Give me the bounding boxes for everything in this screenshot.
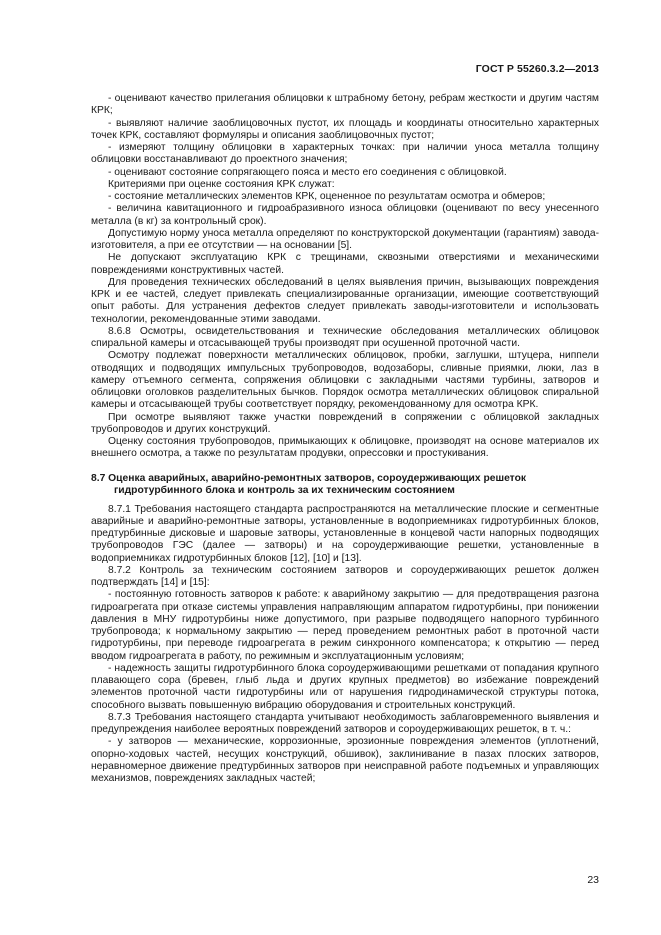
- paragraph: - величина кавитационного и гидроабразивного износа облицовки (оценивают по весу унесенного металла (в кг) за контрольный срок).: [91, 203, 599, 227]
- paragraph: Оценку состояния трубопроводов, примыкающих к облицовке, производят на основе материалов их внешнего осмотра, а также по результатам продувки, опрессовки и простукивания.: [91, 436, 599, 460]
- paragraph: 8.7.2 Контроль за техническим состоянием затворов и сороудерживающих решеток должен подтверждать [14] и [15]:: [91, 564, 599, 588]
- paragraph: - у затворов — механические, коррозионные, эрозионные повреждения элементов (уплотнений, опорно-ходовых частей, несущих конструкций, обшивок), заклинивание в пазах плоских затворов, неравномерное движение предтурбинных затворов при неисправной работе подъемных и управляющих механизмов, повреждениях закладных частей;: [91, 736, 599, 784]
- paragraph: - оценивают состояние сопрягающего пояса и место его соединения с облицовкой.: [108, 166, 507, 178]
- paragraph: 8.6.8 Осмотры, освидетельствования и технические обследования металлических облицовок спиральной камеры и отсасывающей трубы производят при осушенной проточной части.: [91, 325, 599, 349]
- page-body: [91, 93, 599, 785]
- section-heading-line1: 8.7 Оценка аварийных, аварийно-ремонтных затворов, сороудерживающих решеток: [91, 472, 527, 484]
- paragraph: - выявляют наличие заоблицовочных пустот, их площадь и координаты относительно характерных точек КРК, составляют формуляры и описания заоблицовочных пустот;: [91, 117, 599, 141]
- paragraph: Для проведения технических обследований в целях выявления причин, вызывающих повреждения КРК и ее частей, следует привлекать специализированные организации, имеющие соответствующий опыт работы. Для устранения дефектов следует привлекать заводы-изготовители и использовать технологии, рекомендованные этими заводами.: [91, 276, 599, 325]
- paragraph: Критериями при оценке состояния КРК служат:: [108, 178, 335, 190]
- paragraph: - надежность защиты гидротурбинного блока сороудерживающими решетками от попадания крупного плавающего сора (бревен, глыб льда и других крупных предметов) во избежание повреждений элементов проточной части гидротурбины или от нарушения гидродинамической структуры потока, способного вызвать повышенную вибрацию оборудования и строительных конструкций.: [91, 662, 599, 711]
- standard-header: ГОСТ Р 55260.3.2—2013: [475, 63, 599, 75]
- section-heading: [91, 473, 599, 498]
- paragraph: Не допускают эксплуатацию КРК с трещинами, сквозными отверстиями и механическими повреждениями конструктивных частей.: [91, 252, 599, 276]
- paragraph: 8.7.1 Требования настоящего стандарта распространяются на металлические плоские и сегментные аварийные и аварийно-ремонтные затворы, установленные в водоприемниках гидротурбинных блоков, предтурбинные дисковые и шаровые затворы, установленные в концевой части напорных подводящих трубопроводов ГЭС (далее — затворы) и на сороудерживающие решетки, установленные в водоприемниках гидротурбинных блоков [12], [10] и [13].: [91, 503, 599, 564]
- paragraph: - оценивают качество прилегания облицовки к штрабному бетону, ребрам жесткости и другим частям КРК;: [91, 93, 599, 117]
- paragraph: - состояние металлических элементов КРК, оцененное по результатам осмотра и обмеров;: [108, 191, 546, 202]
- paragraph: При осмотре выявляют также участки повреждений в сопряжении с облицовкой закладных трубопроводов и других конструкций.: [91, 411, 599, 435]
- paragraph: - измеряют толщину облицовки в характерных точках: при наличии уноса металла толщину облицовки восстанавливают до проектного значения;: [91, 142, 599, 166]
- section-heading-line2: гидротурбинного блока и контроль за их техническим состоянием: [114, 485, 455, 496]
- paragraph: Допустимую норму уноса металла определяют по конструкторской документации (гарантиям) завода-изготовителя, а при ее отсутствии — на основании [5].: [91, 227, 599, 251]
- paragraph: Осмотру подлежат поверхности металлических облицовок, пробки, заглушки, штуцера, ниппели отводящих и подводящих импульсных трубопроводов, водозаборы, сливные приямки, люки, лаз в камеру отъемного сегмента, сопряжения облицовки с закладными частями турбины, затворов и облицовки оголовков разделительных бычков. Порядок осмотра металлических облицовок спиральной камеры и отсасывающей трубы соответствует порядку, рекомендованному для осмотра КРК.: [91, 350, 599, 411]
- paragraph: 8.7.3 Требования настоящего стандарта учитывают необходимость заблаговременного выявления и предупреждения наиболее вероятных повреждений затворов и сороудерживающих решеток, в т. ч.:: [91, 711, 599, 735]
- paragraph: - постоянную готовность затворов к работе: к аварийному закрытию — для предотвращения разгона гидроагрегата при отказе системы управления направляющим аппаратом гидротурбины, при понижении давления в МНУ гидротурбины ниже допустимого, при разрыве подводящего напорного турбинного трубопровода; к нормальному закрытию — перед проведением ремонтных работ в проточной части гидротурбины, при переводе гидроагрегата в режим синхронного компенсатора; к открытию — перед вводом гидроагрегата в работу, по режимным и эксплуатационным условиям;: [91, 589, 599, 662]
- page-number: 23: [587, 874, 599, 886]
